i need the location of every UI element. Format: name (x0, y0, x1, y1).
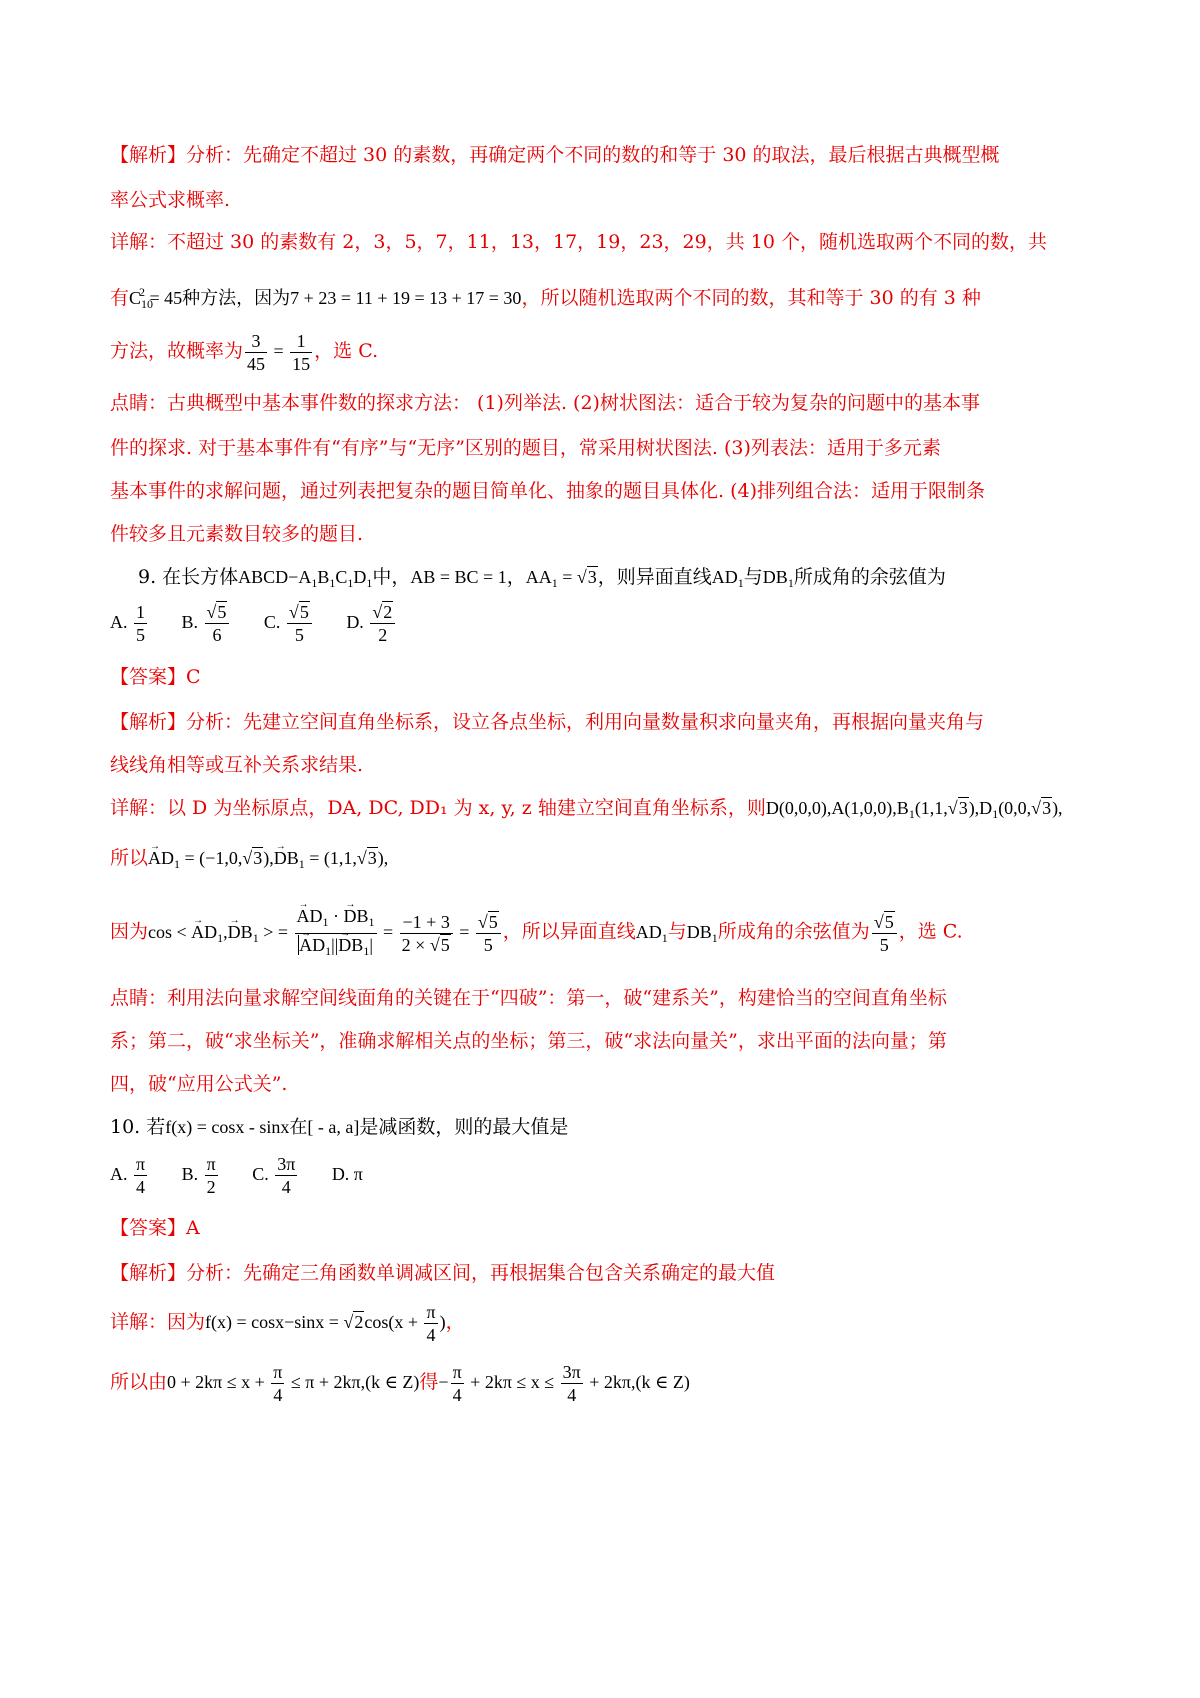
option-a[interactable]: A. $\frac{1}{5}$ (110, 602, 145, 646)
option-b[interactable]: B. $\frac{\pi}{2}$ (181, 1154, 216, 1198)
question-9-tip-1: 点睛：利用法向量求解空间线面角的关键在于“四破”：第一，破“建系关”，构建恰当的空间直角坐标 (110, 987, 947, 1009)
question-9-detail-1: 详解：以 D 为坐标原点，DA, DC, DD₁ 为 x, y, z 轴建立空间直角坐标系，则$D(0,0,0),A(1,0,0),B_1(1,1,√3),D_1(0,0,√3)$, (110, 797, 1063, 821)
question-9-analysis-1: 【解析】分析：先建立空间直角坐标系，设立各点坐标，利用向量数量积求向量夹角，再根据向量夹角与 (110, 711, 985, 733)
combination-formula: $C_{10}^2 = 45$种方法，因为7 + 23 = 11 + 19 = 13 + 17 = 30 (129, 285, 522, 311)
question-10-analysis: 【解析】分析：先确定三角函数单调减区间，再根据集合包含关系确定的最大值 (110, 1262, 776, 1284)
probability-formula: $\frac{3}{45}$ = $\frac{1}{15}$ (247, 331, 311, 375)
option-d[interactable]: D. $\frac{√2}{2}$ (346, 598, 397, 646)
question-9-tip-2: 系；第二，破“求坐标关”，准确求解相关点的坐标；第三，破“求法向量关”，求出平面的法向量；第 (110, 1030, 947, 1052)
question-9-analysis-2: 线线角相等或互补关系求结果. (110, 754, 364, 776)
option-d[interactable]: D. π (331, 1164, 363, 1184)
question-9-detail-3: 因为cos < → $AD_1,\to DB_1$ > = → $AD_1$ · → $DB_1$ → $AD_1||\to DB_1|$ = $\frac{-1 + 3}{2 \times √5}$ = $\frac{√5}{5}$ ，所以异面直线$AD_1$与$DB_1$所成角的余弦值为 $\frac{√5}{5}$ ，选 C. (110, 905, 963, 964)
question-10-detail-2: 所以由0 + 2kπ ≤ x + $\frac{\pi}{4}$ ≤ π + 2kπ,(k ∈ Z)得− $\frac{\pi}{4}$ + 2kπ ≤ x ≤ $\frac{3\pi}{4}$ + 2kπ,(k ∈ Z) (110, 1362, 690, 1406)
analysis-tag: 【解析】 (110, 144, 187, 166)
prev-tip-line-3: 基本事件的求解问题，通过列表把复杂的题目简单化、抽象的题目具体化. (4)排列组合法：适用于限制条 (110, 480, 985, 502)
prev-tip-line-4: 件较多且元素数目较多的题目. (110, 523, 364, 545)
question-9-options (110, 598, 425, 646)
question-10-stem: 10. 若f(x) = cosx - sinx在[ - a, a]是减函数，则的最大值是 (110, 1116, 569, 1138)
question-10-options (110, 1150, 391, 1198)
prev-tip-line-2: 件的探求. 对于基本事件有“有序”与“无序”区别的题目，常采用树状图法. (3)列表法：适用于多元素 (110, 437, 941, 459)
answer-value: A (186, 1217, 200, 1239)
prev-analysis-line-2: 率公式求概率. (110, 189, 231, 211)
question-9-detail-2: 所以→ $AD_1 = (-1,0,√3),\to DB_1 = (1,1,√3)$, (110, 846, 388, 876)
prev-analysis-line-1: 【解析】分析：先确定不超过 30 的素数，再确定两个不同的数的和等于 30 的取法，最后根据古典概型概 (110, 144, 1000, 166)
option-b[interactable]: B. $\frac{√5}{6}$ (182, 598, 232, 646)
option-a[interactable]: A. $\frac{\pi}{4}$ (110, 1154, 146, 1198)
prev-detail-line-3: 方法，故概率为 $\frac{3}{45}$ = $\frac{1}{15}$ ，选 C. (110, 331, 379, 375)
question-9-answer: 【答案】C (110, 666, 201, 688)
option-c[interactable]: C. $\frac{3\pi}{4}$ (252, 1154, 296, 1198)
question-9-stem: 9. 在长方体$ABCD-A_1B_1C_1D_1$中，AB = BC = 1，$AA_1 = √3$，则异面直线$AD_1$与$DB_1$所成角的余弦值为 (138, 566, 946, 590)
question-9-tip-3: 四，破“应用公式关”. (110, 1073, 288, 1095)
prev-tip-line-1: 点睛：古典概型中基本事件数的探求方法： (1)列举法. (2)树状图法：适合于较为复杂的问题中的基本事 (110, 392, 980, 414)
question-10-answer: 【答案】A (110, 1217, 200, 1239)
question-10-detail-1: 详解：因为f(x) = cosx−sinx = √2cos(x + $\frac{\pi}{4}$ )， (110, 1302, 465, 1346)
option-c[interactable]: C. $\frac{√5}{5}$ (264, 598, 314, 646)
prev-detail-line-2: 有$C_{10}^2 = 45$种方法，因为7 + 23 = 11 + 19 = 13 + 17 = 30，所以随机选取两个不同的数，其和等于 30 的有 3 种 (110, 285, 981, 311)
answer-value: C (186, 666, 201, 688)
prev-detail-line-1: 详解：不超过 30 的素数有 2，3，5，7，11，13，17，19，23，29，共 10 个，随机选取两个不同的数，共 (110, 231, 1047, 253)
